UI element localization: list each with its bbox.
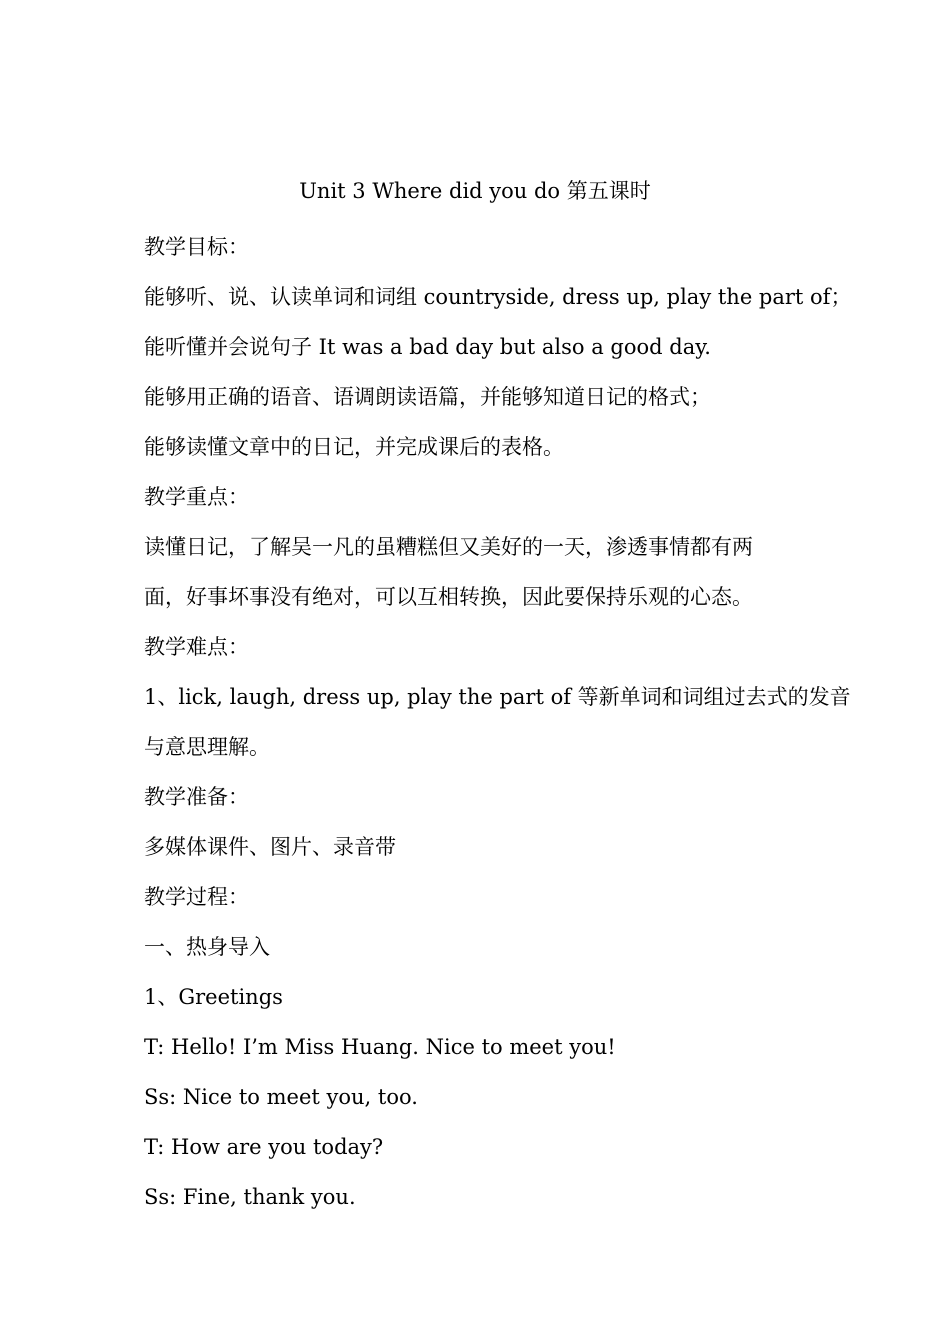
step-greetings: 1、Greetings: [144, 985, 283, 1009]
dialogue-line: Ss: Nice to meet you, too.: [144, 1085, 418, 1109]
objective-line: 能够读懂文章中的日记，并完成课后的表格。: [144, 435, 564, 459]
heading-teaching-process: 教学过程：: [144, 885, 249, 909]
dialogue-line: Ss: Fine, thank you.: [144, 1185, 356, 1209]
heading-teaching-objectives: 教学目标：: [144, 235, 249, 259]
document-body: [144, 222, 852, 1222]
dialogue-line: T: Hello! I’m Miss Huang. Nice to meet you!: [144, 1035, 616, 1059]
difficulty-line: 1、lick, laugh, dress up, play the part of 等新单词和词组过去式的发音: [144, 685, 851, 709]
heading-teaching-preparation: 教学准备：: [144, 785, 249, 809]
document-title: Unit 3 Where did you do 第五课时: [299, 179, 651, 203]
focus-line: 面，好事坏事没有绝对，可以互相转换，因此要保持乐观的心态。: [144, 585, 753, 609]
preparation-line: 多媒体课件、图片、录音带: [144, 835, 396, 859]
objective-line: 能够听、说、认读单词和词组 countryside, dress up, play the part of；: [144, 285, 852, 309]
heading-teaching-difficulty: 教学难点：: [144, 635, 249, 659]
difficulty-line: 与意思理解。: [144, 735, 270, 759]
focus-line: 读懂日记，了解吴一凡的虽糟糕但又美好的一天，渗透事情都有两: [144, 535, 753, 559]
objective-line: 能听懂并会说句子 It was a bad day but also a good day.: [144, 335, 711, 359]
section-heading-warm-up: 一、热身导入: [144, 935, 270, 959]
objective-line: 能够用正确的语音、语调朗读语篇，并能够知道日记的格式；: [144, 385, 711, 409]
heading-teaching-focus: 教学重点：: [144, 485, 249, 509]
dialogue-line: T: How are you today?: [144, 1135, 384, 1159]
